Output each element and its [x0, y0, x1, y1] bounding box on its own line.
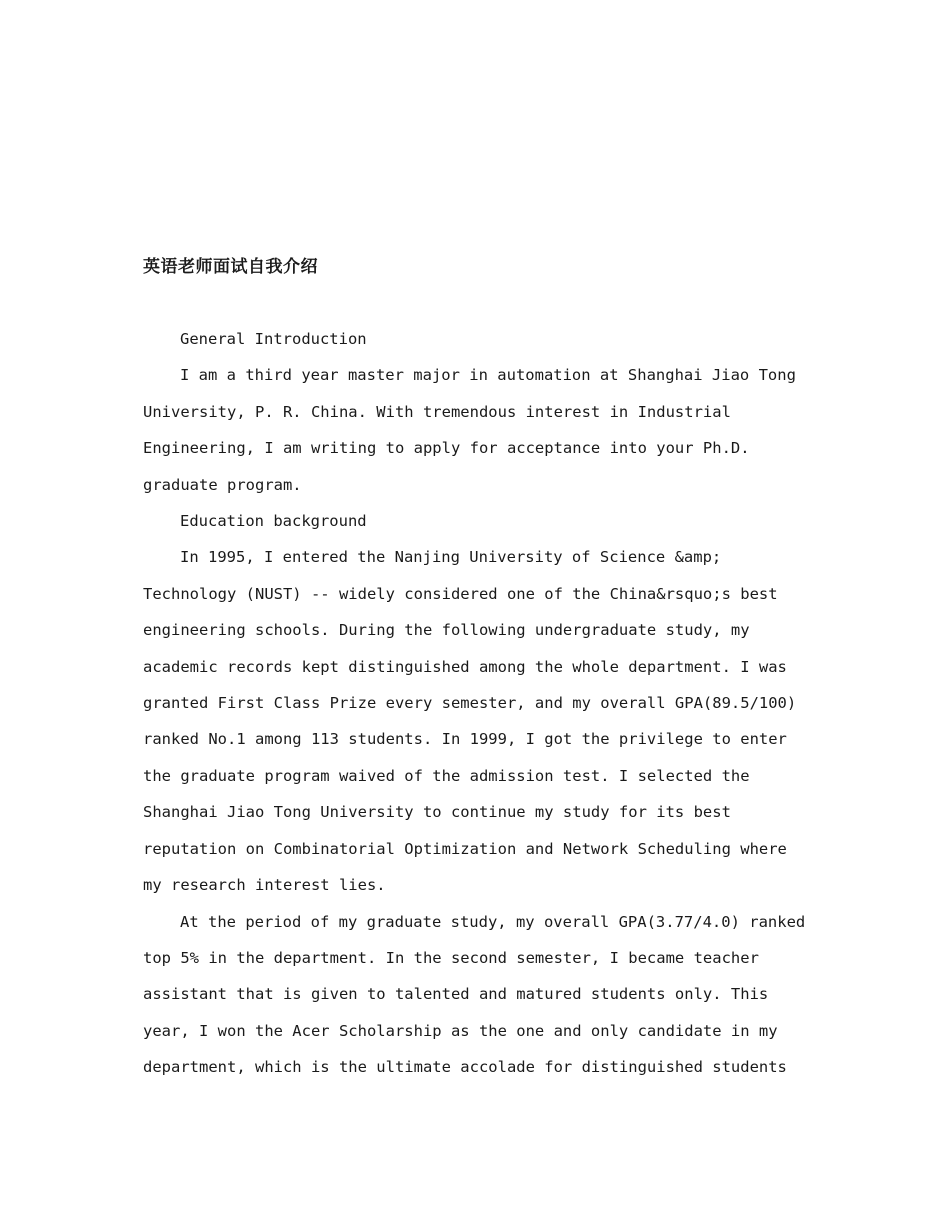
text-line: the graduate program waived of the admission test. I selected the — [143, 766, 750, 785]
text-line: year, I won the Acer Scholarship as the one and only candidate in my — [143, 1021, 778, 1040]
text-line: engineering schools. During the following undergraduate study, my — [143, 621, 750, 640]
text-line: my research interest lies. — [143, 876, 386, 895]
text-line: University, P. R. China. With tremendous interest in Industrial — [143, 402, 731, 421]
paragraph-introduction — [143, 357, 823, 503]
text-line: In 1995, I entered the Nanjing University of Science &amp; — [180, 548, 722, 567]
text-line: Technology (NUST) -- widely considered one of the China&rsquo;s best — [143, 584, 778, 603]
text-line: assistant that is given to talented and matured students only. This — [143, 985, 769, 1004]
section-heading-general-introduction — [143, 321, 823, 357]
document-title: 英语老师面试自我介绍 — [143, 257, 318, 277]
text-line: graduate program. — [143, 475, 302, 494]
paragraph-education — [143, 539, 823, 903]
text-line: reputation on Combinatorial Optimization and Network Scheduling where — [143, 839, 787, 858]
paragraph-graduate-study — [143, 904, 823, 1086]
text-line: academic records kept distinguished among the whole department. I was — [143, 657, 787, 676]
text-line: General Introduction — [180, 330, 367, 348]
text-line: Shanghai Jiao Tong University to continue my study for its best — [143, 803, 731, 822]
text-line: Engineering, I am writing to apply for acceptance into your Ph.D. — [143, 439, 750, 458]
document-body — [143, 250, 823, 1086]
text-line: ranked No.1 among 113 students. In 1999, I got the privilege to enter — [143, 730, 787, 749]
text-line: granted First Class Prize every semester, and my overall GPA(89.5/100) — [143, 694, 797, 713]
text-line: Education background — [180, 512, 367, 531]
text-line: top 5% in the department. In the second semester, I became teacher — [143, 948, 759, 967]
section-heading-education-background — [143, 503, 823, 539]
text-line: At the period of my graduate study, my overall GPA(3.77/4.0) ranked — [180, 912, 806, 931]
text-line: department, which is the ultimate accolade for distinguished students — [143, 1058, 787, 1077]
text-line: I am a third year master major in automation at Shanghai Jiao Tong — [180, 366, 796, 385]
